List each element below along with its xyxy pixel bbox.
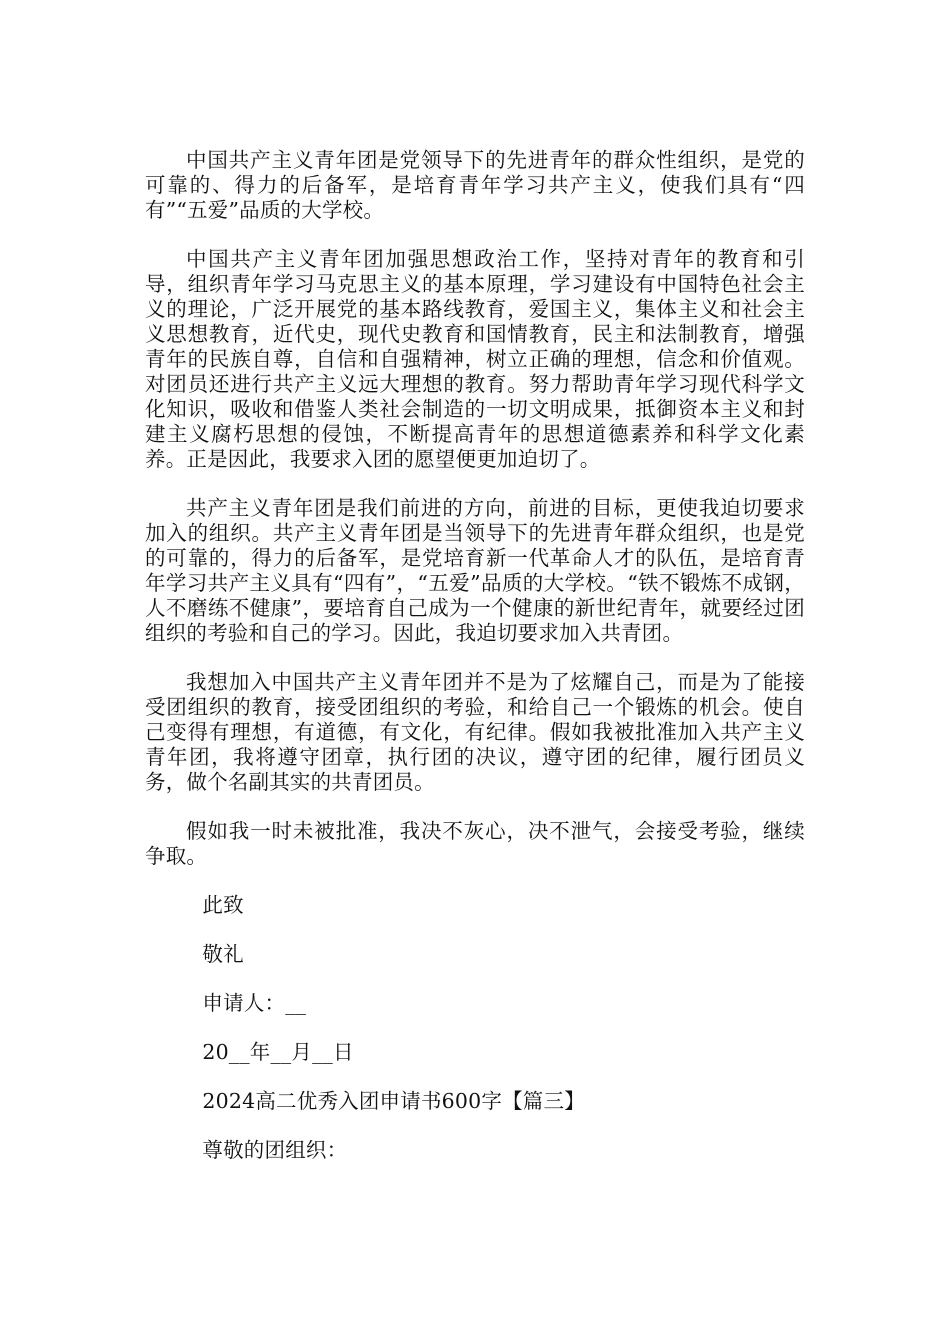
applicant-line: 申请人：__ xyxy=(202,991,307,1015)
paragraph-3: 共产主义青年团是我们前进的方向，前进的目标，更使我迫切要求加入的组织。共产主义青年团是当领导下的先进青年群众组织，也是党的可靠的，得力的后备军，是党培育新一代革命人才的队伍，是培育青年学习共产主义具有“四有”，“五爱”品质的大学校。“铁不锻炼不成钢，人不磨练不健康”，要培育自己成为一个健康的新世纪青年，就要经过团组织的考验和自己的学习。因此，我迫切要求加入共青团。 xyxy=(145,496,805,645)
salute-line: 敬礼 xyxy=(202,942,244,966)
section-title: 2024高二优秀入团申请书600字【篇三】 xyxy=(202,1089,585,1113)
paragraph-4: 我想加入中国共产主义青年团并不是为了炫耀自己，而是为了能接受团组织的教育，接受团组织的考验，和给自己一个锻炼的机会。使自己变得有理想，有道德，有文化，有纪律。假如我被批准加入共产主义青年团，我将遵守团章，执行团的决议，遵守团的纪律，履行团员义务，做个名副其实的共青团员。 xyxy=(145,670,805,794)
document-body xyxy=(145,148,805,1187)
greeting-line: 尊敬的团组织： xyxy=(202,1138,348,1162)
paragraph-2: 中国共产主义青年团加强思想政治工作，坚持对青年的教育和引导，组织青年学习马克思主义的基本原理，学习建设有中国特色社会主义的理论，广泛开展党的基本路线教育，爱国主义，集体主义和社会主义思想教育，近代史，现代史教育和国情教育，民主和法制教育，增强青年的民族自尊，自信和自强精神，树立正确的理想，信念和价值观。对团员还进行共产主义远大理想的教育。努力帮助青年学习现代科学文化知识，吸收和借鉴人类社会制造的一切文明成果，抵御资本主义和封建主义腐朽思想的侵蚀，不断提高青年的思想道德素养和科学文化素养。正是因此，我要求入团的愿望便更加迫切了。 xyxy=(145,247,805,471)
date-line: 20__年__月__日 xyxy=(202,1040,354,1064)
closing-line: 此致 xyxy=(202,893,244,917)
paragraph-1: 中国共产主义青年团是党领导下的先进青年的群众性组织，是党的可靠的、得力的后备军，是培育青年学习共产主义，使我们具有“四有”“五爱”品质的大学校。 xyxy=(145,148,805,222)
paragraph-5: 假如我一时未被批准，我决不灰心，决不泄气，会接受考验，继续争取。 xyxy=(145,819,805,868)
